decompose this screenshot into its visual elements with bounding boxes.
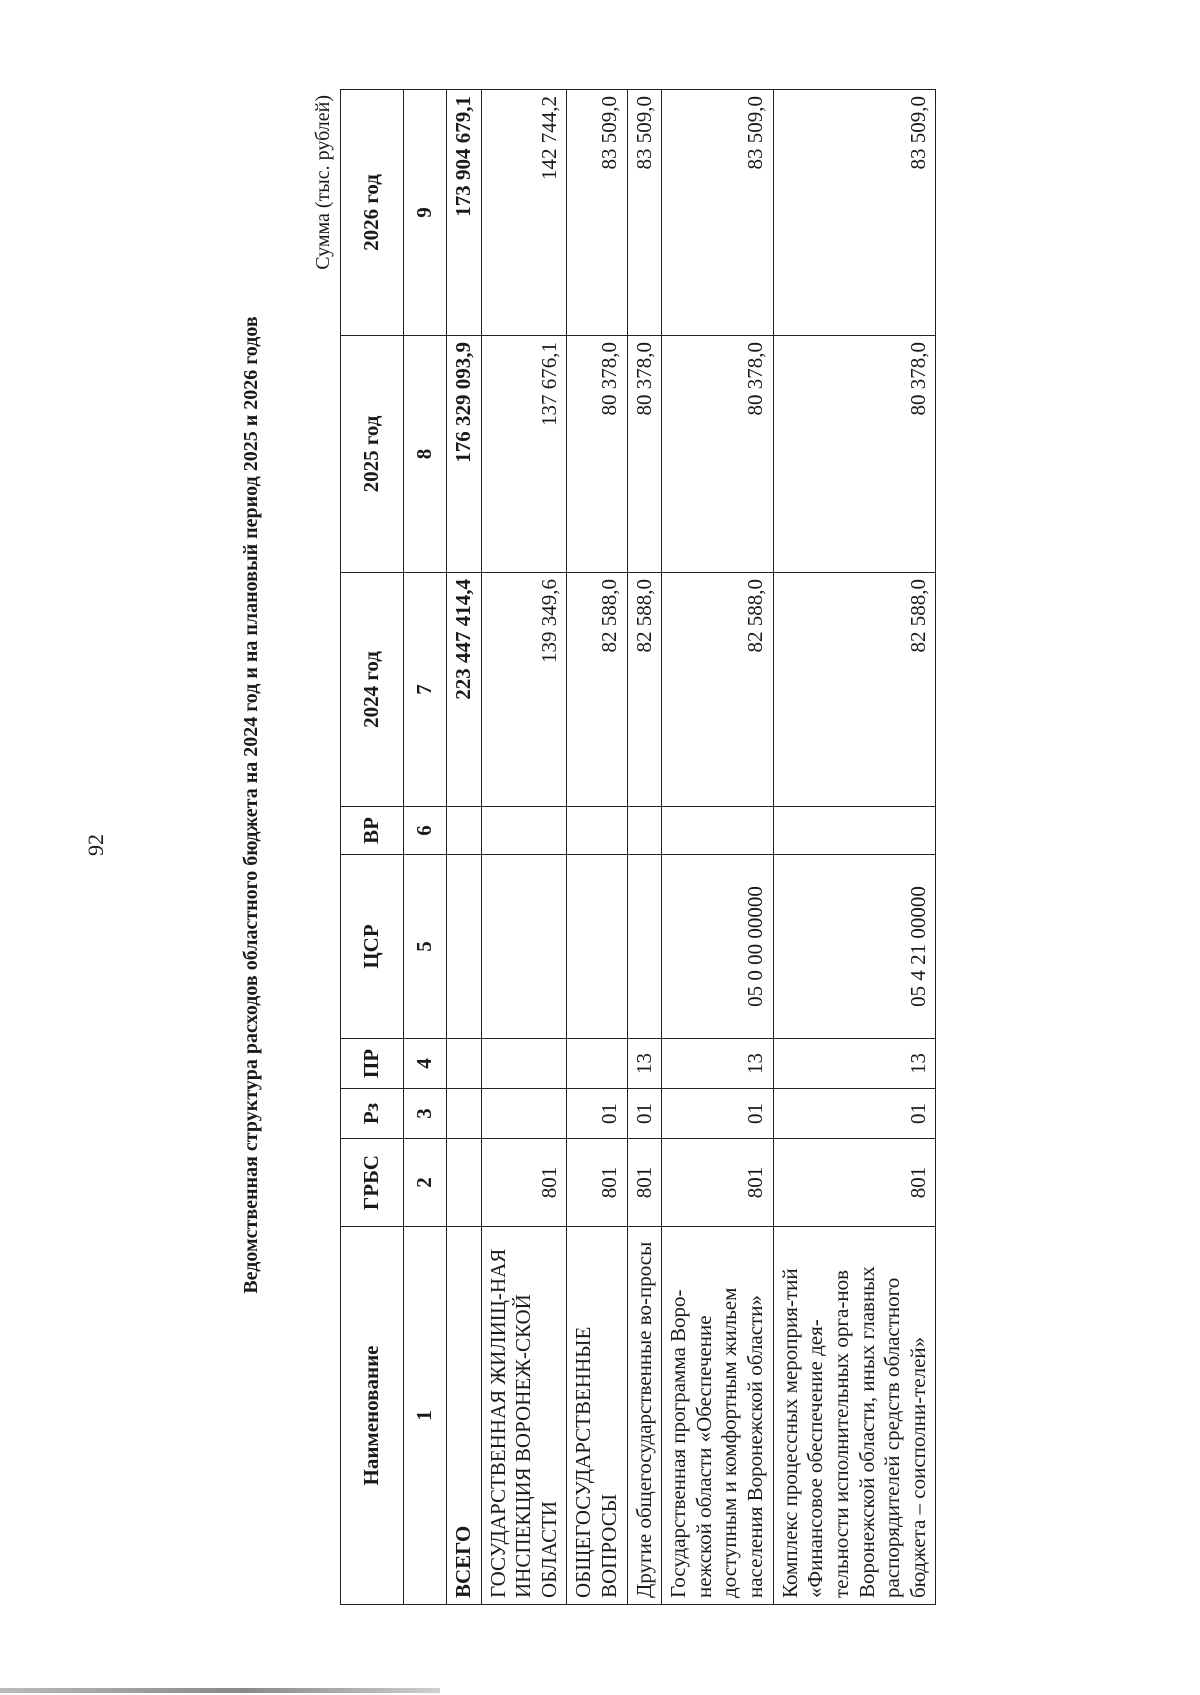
row-name: Другие общегосударственные во-просы <box>627 1227 662 1605</box>
row-2024: 82 588,0 <box>662 573 773 807</box>
row-2025: 80 378,0 <box>773 336 936 573</box>
row-2024: 82 588,0 <box>627 573 662 807</box>
row-name: ГОСУДАРСТВЕННАЯ ЖИЛИЩ-НАЯ ИНСПЕКЦИЯ ВОРОНЕЖ-СКОЙ ОБЛАСТИ <box>481 1227 567 1605</box>
header-row <box>341 90 404 1605</box>
row-grbs <box>447 1139 482 1227</box>
column-number-row <box>404 90 447 1605</box>
row-pr: 13 <box>662 1039 773 1089</box>
col-number: 1 <box>404 1227 447 1605</box>
row-pr: 13 <box>627 1039 662 1089</box>
row-csr: 05 0 00 00000 <box>662 855 773 1039</box>
col-number: 4 <box>404 1039 447 1089</box>
row-csr <box>447 855 482 1039</box>
row-vr <box>447 807 482 855</box>
header-2026: 2026 год <box>341 90 404 336</box>
row-csr <box>481 855 567 1039</box>
header-vr: ВР <box>341 807 404 855</box>
row-csr <box>567 855 627 1039</box>
row-rz <box>481 1089 567 1139</box>
col-number: 6 <box>404 807 447 855</box>
col-number: 9 <box>404 90 447 336</box>
row-vr <box>627 807 662 855</box>
row-grbs: 801 <box>773 1139 936 1227</box>
header-2024: 2024 год <box>341 573 404 807</box>
row-pr: 13 <box>773 1039 936 1089</box>
col-number: 2 <box>404 1139 447 1227</box>
row-vr <box>773 807 936 855</box>
row-rz: 01 <box>773 1089 936 1139</box>
table-row <box>481 90 567 1605</box>
row-2026: 173 904 679,1 <box>447 90 482 336</box>
row-2026: 83 509,0 <box>567 90 627 336</box>
header-pr: ПР <box>341 1039 404 1089</box>
row-vr <box>567 807 627 855</box>
col-number: 3 <box>404 1089 447 1139</box>
row-2025: 80 378,0 <box>567 336 627 573</box>
header-name: Наименование <box>341 1227 404 1605</box>
header-csr: ЦСР <box>341 855 404 1039</box>
row-grbs: 801 <box>662 1139 773 1227</box>
table-row-total <box>447 90 482 1605</box>
row-2026: 83 509,0 <box>627 90 662 336</box>
row-csr <box>627 855 662 1039</box>
row-2024: 82 588,0 <box>567 573 627 807</box>
header-rz: Рз <box>341 1089 404 1139</box>
page-number: 92 <box>83 834 108 856</box>
row-2024: 223 447 414,4 <box>447 573 482 807</box>
budget-table <box>340 89 936 1605</box>
scan-edge-line <box>0 1688 440 1693</box>
row-name: Комплекс процессных мероприя-тий «Финансовое обеспечение дея-тельности исполнительных орга-нов Воронежской области, иных главных распорядителей средств областного бюджета – соисполни-телей» <box>773 1227 936 1605</box>
row-2025: 176 329 093,9 <box>447 336 482 573</box>
table-row <box>662 90 773 1605</box>
row-csr: 05 4 21 00000 <box>773 855 936 1039</box>
row-2024: 139 349,6 <box>481 573 567 807</box>
table-row <box>627 90 662 1605</box>
row-pr <box>567 1039 627 1089</box>
row-pr <box>481 1039 567 1089</box>
row-rz: 01 <box>662 1089 773 1139</box>
row-name: Государственная программа Воро-нежской области «Обеспечение доступным и комфортным жильем населения Воронежской области» <box>662 1227 773 1605</box>
row-grbs: 801 <box>481 1139 567 1227</box>
row-pr <box>447 1039 482 1089</box>
units-label: Сумма (тыс. рублей) <box>312 95 334 270</box>
row-2026: 142 744,2 <box>481 90 567 336</box>
row-2024: 82 588,0 <box>773 573 936 807</box>
row-grbs: 801 <box>627 1139 662 1227</box>
row-rz: 01 <box>567 1089 627 1139</box>
table-row <box>567 90 627 1605</box>
table-row <box>773 90 936 1605</box>
header-2025: 2025 год <box>341 336 404 573</box>
row-name: ВСЕГО <box>447 1227 482 1605</box>
document-title: Ведомственная структура расходов областного бюджета на 2024 год и на плановый период 2025 и 2026 годов <box>240 316 262 1294</box>
row-vr <box>481 807 567 855</box>
row-2025: 137 676,1 <box>481 336 567 573</box>
row-name: ОБЩЕГОСУДАРСТВЕННЫЕ ВОПРОСЫ <box>567 1227 627 1605</box>
row-vr <box>662 807 773 855</box>
row-grbs: 801 <box>567 1139 627 1227</box>
col-number: 8 <box>404 336 447 573</box>
header-grbs: ГРБС <box>341 1139 404 1227</box>
row-rz <box>447 1089 482 1139</box>
row-2026: 83 509,0 <box>773 90 936 336</box>
row-2026: 83 509,0 <box>662 90 773 336</box>
row-2025: 80 378,0 <box>662 336 773 573</box>
col-number: 7 <box>404 573 447 807</box>
col-number: 5 <box>404 855 447 1039</box>
row-2025: 80 378,0 <box>627 336 662 573</box>
row-rz: 01 <box>627 1089 662 1139</box>
